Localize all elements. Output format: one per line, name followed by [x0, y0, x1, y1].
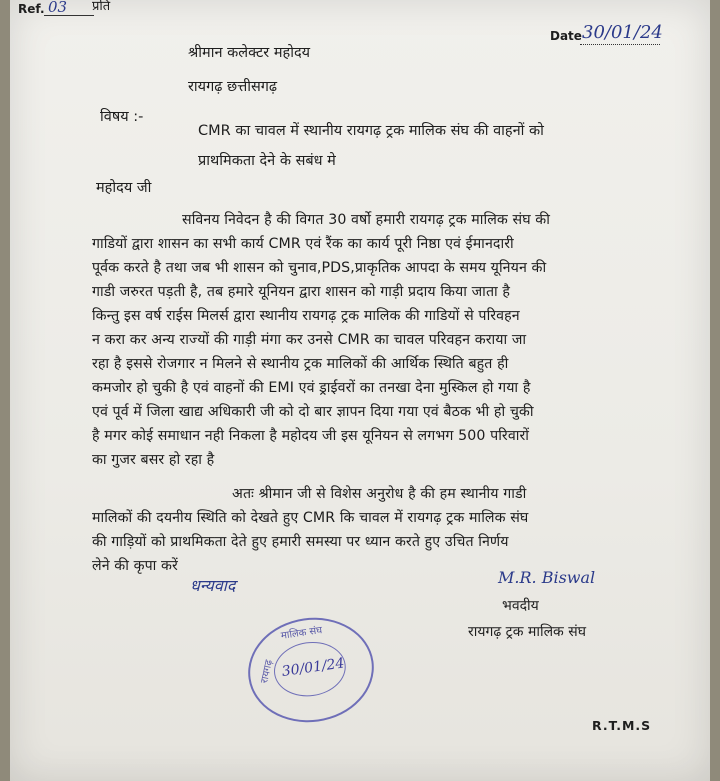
body-line: का गुजर बसर हो रहा है — [92, 452, 215, 468]
stamp-top-text: मालिक संघ — [280, 625, 323, 642]
ref-number: 03 — [48, 0, 68, 16]
thanks-handwritten: धन्यवाद — [190, 576, 236, 595]
body-line: गाडी जरुरत पड़ती है, तब हमारे यूनियन द्वारा शासन को गाड़ी प्रदाय किया जाता है — [92, 284, 511, 300]
recipient-line-2: रायगढ़ छत्तीसगढ़ — [188, 79, 278, 95]
stamp-side-text: रायगढ़ — [259, 658, 275, 685]
request-line: अतः श्रीमान जी से विशेस अनुरोध है की हम स्थानीय गाडी — [232, 486, 527, 502]
body-line: पूर्वक करते है तथा जब भी शासन को चुनाव,PDS,प्राकृतिक आपदा के समय यूनियन की — [92, 260, 547, 276]
prati-label: प्रति — [92, 0, 111, 14]
closing-bhavdiya: भवदीय — [502, 598, 539, 614]
org-name: रायगढ़ ट्रक मालिक संघ — [468, 624, 587, 640]
request-line: लेने की कृपा करें — [92, 558, 178, 574]
body-line: है मगर कोई समाधान नही निकला है महोदय जी इस यूनियन से लगभग 500 परिवारों — [92, 428, 530, 444]
request-line: की गाड़ियों को प्राथमिकता देते हुए हमारी समस्या पर ध्यान करते हुए उचित निर्णय — [92, 534, 509, 550]
salutation: महोदय जी — [96, 180, 152, 196]
date-label: Date — [550, 29, 582, 43]
letter-page — [10, 0, 710, 781]
body-line: गाडियों द्वारा शासन का सभी कार्य CMR एवं रैंक का कार्य पूरी निष्ठा एवं ईमानदारी — [92, 236, 514, 252]
request-line: मालिकों की दयनीय स्थिति को देखते हुए CMR कि चावल में रायगढ़ ट्रक मालिक संघ — [92, 510, 529, 526]
body-line: न करा कर अन्य राज्यों की गाड़ी मंगा कर उनसे CMR का चावल परिवहन कराया जा — [92, 332, 527, 348]
body-line: एवं पूर्व में जिला खाद्य अधिकारी जी को दो बार ज्ञापन दिया गया एवं बैठक भी हो चुकी — [92, 404, 534, 420]
stamp-date: 30/01/24 — [280, 655, 346, 680]
body-line: रहा है इससे रोजगार न मिलने से स्थानीय ट्रक मालिकों की आर्थिक स्थिति बहुत ही — [92, 356, 509, 372]
rubber-stamp — [241, 610, 380, 731]
body-line: सविनय निवेदन है की विगत 30 वर्षो हमारी रायगढ़ ट्रक मालिक संघ की — [182, 212, 550, 228]
ref-label: Ref. — [18, 2, 45, 16]
date-underline — [580, 44, 660, 45]
subject-label: विषय :- — [100, 109, 144, 125]
ref-underline — [44, 15, 94, 16]
signature: M.R. Biswal — [498, 568, 596, 587]
body-line: कमजोर हो चुकी है एवं वाहनों की EMI एवं ड्राईवरों का तनखा देना मुस्किल हो गया है — [92, 380, 531, 396]
body-line: किन्तु इस वर्ष राईस मिलर्स द्वारा स्थानीय रायगढ़ ट्रक मालिक की गाडियों से परिवहन — [92, 308, 520, 324]
org-initials: R.T.M.S — [592, 718, 652, 733]
recipient-line-1: श्रीमान कलेक्टर महोदय — [188, 45, 311, 61]
date-value: 30/01/24 — [582, 22, 663, 43]
subject-line-2: प्राथमिकता देने के सबंध मे — [198, 153, 336, 169]
subject-line-1: CMR का चावल में स्थानीय रायगढ़ ट्रक मालिक संघ की वाहनों को — [198, 123, 544, 139]
